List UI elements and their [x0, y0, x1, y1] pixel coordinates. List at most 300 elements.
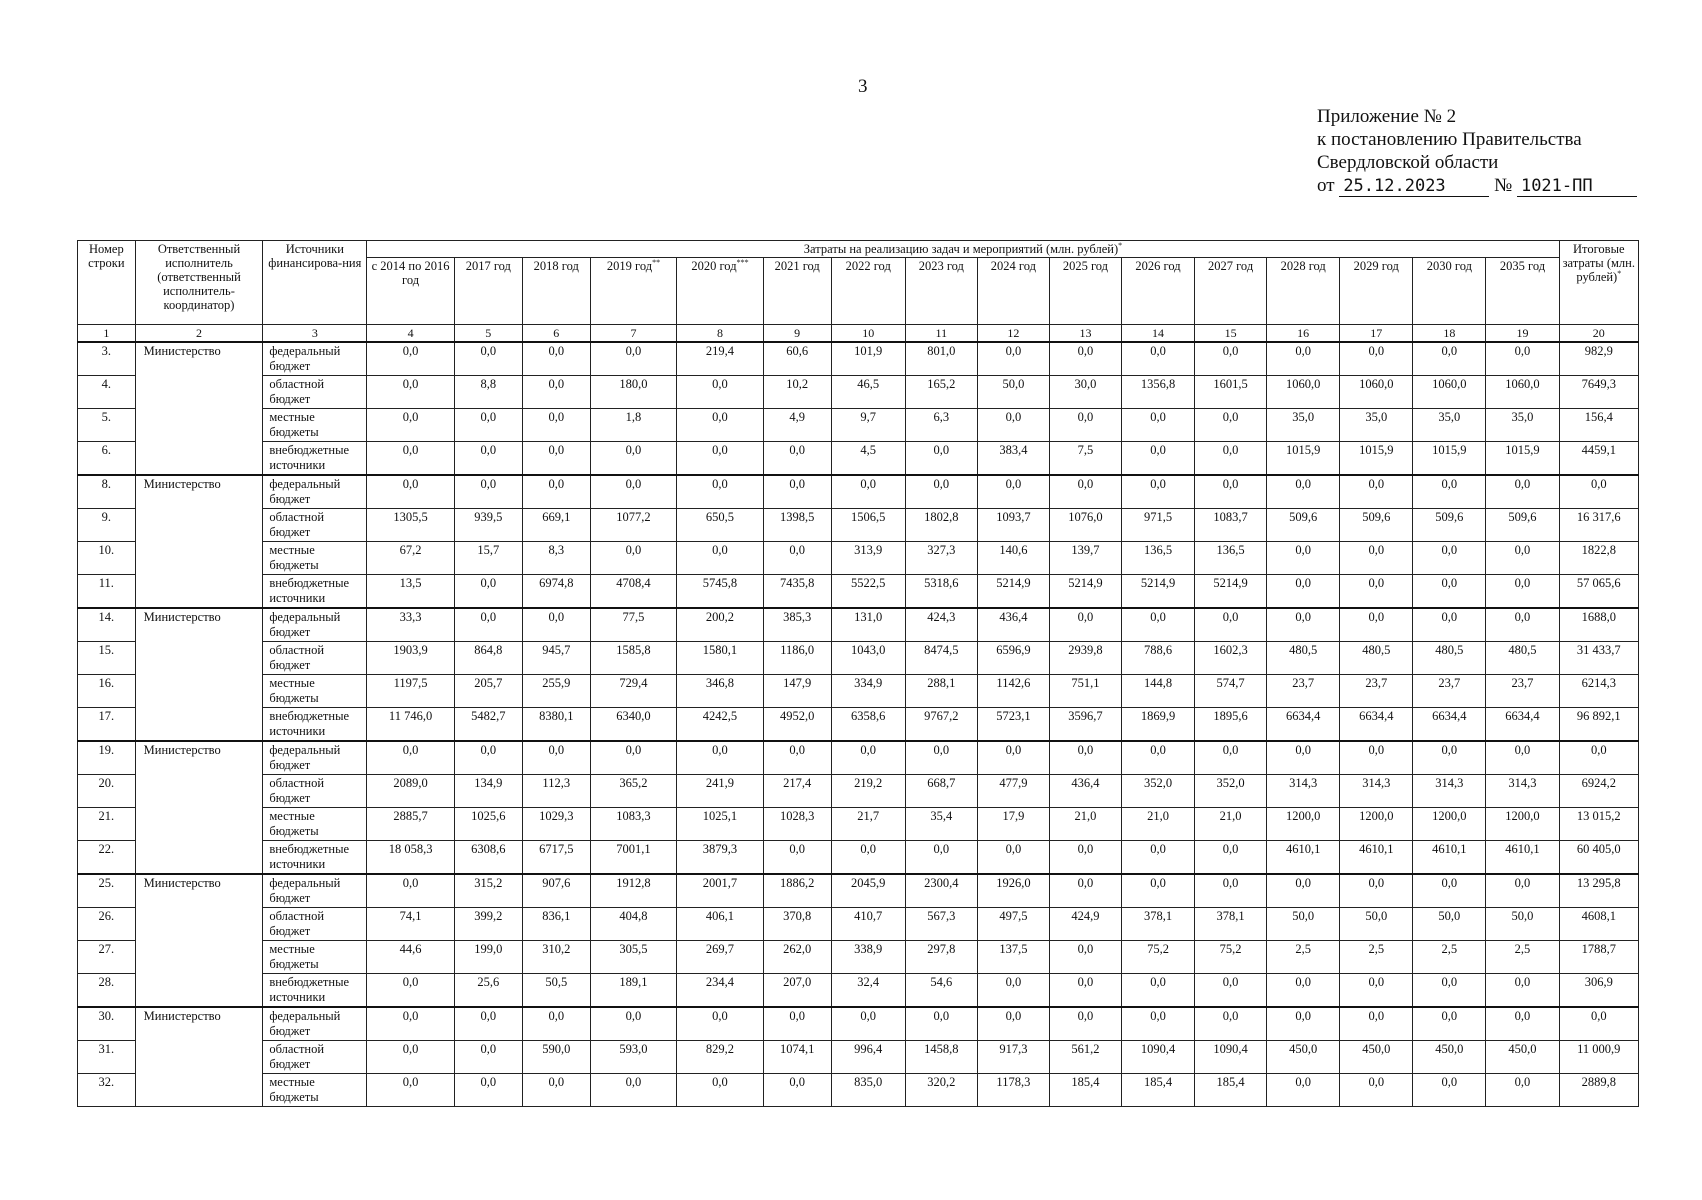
header-year: 2027 год	[1195, 258, 1267, 325]
value-cell: 5214,9	[1195, 575, 1267, 609]
value-cell: 314,3	[1486, 775, 1559, 808]
value-cell: 801,0	[905, 342, 977, 376]
value-cell: 0,0	[1049, 608, 1121, 642]
value-cell: 23,7	[1267, 675, 1340, 708]
table-row	[78, 542, 1639, 575]
value-cell: 0,0	[977, 475, 1049, 509]
value-cell: 509,6	[1486, 509, 1559, 542]
table-row	[78, 1041, 1639, 1074]
value-cell: 406,1	[677, 908, 763, 941]
row-number: 10.	[78, 542, 136, 575]
value-cell: 3596,7	[1049, 708, 1121, 742]
value-cell: 836,1	[522, 908, 590, 941]
funding-source: местные бюджеты	[263, 808, 367, 841]
value-cell: 1200,0	[1486, 808, 1559, 841]
value-cell: 0,0	[590, 442, 676, 476]
funding-source: федеральный бюджет	[263, 608, 367, 642]
header-year: 2020 год***	[677, 258, 763, 325]
value-cell: 23,7	[1486, 675, 1559, 708]
value-cell: 0,0	[1049, 941, 1121, 974]
value-cell: 4610,1	[1413, 841, 1486, 875]
value-cell: 424,9	[1049, 908, 1121, 941]
value-cell: 112,3	[522, 775, 590, 808]
column-number: 14	[1121, 325, 1194, 343]
row-number: 8.	[78, 475, 136, 509]
value-cell: 6634,4	[1413, 708, 1486, 742]
value-cell: 0,0	[905, 1007, 977, 1041]
value-cell: 1015,9	[1340, 442, 1413, 476]
value-cell: 365,2	[590, 775, 676, 808]
value-cell: 54,6	[905, 974, 977, 1008]
value-cell: 352,0	[1121, 775, 1194, 808]
value-cell: 0,0	[1049, 342, 1121, 376]
row-number: 17.	[78, 708, 136, 742]
value-cell: 5723,1	[977, 708, 1049, 742]
value-cell: 5214,9	[1121, 575, 1194, 609]
header-sources: Источники финансирова-ния	[263, 241, 367, 325]
value-cell: 410,7	[831, 908, 905, 941]
value-cell: 0,0	[1267, 1074, 1340, 1107]
value-cell: 1074,1	[763, 1041, 831, 1074]
row-number: 31.	[78, 1041, 136, 1074]
total-cell: 4459,1	[1559, 442, 1638, 476]
value-cell: 0,0	[1195, 342, 1267, 376]
value-cell: 310,2	[522, 941, 590, 974]
table-row	[78, 475, 1639, 509]
value-cell: 0,0	[367, 1007, 455, 1041]
value-cell: 262,0	[763, 941, 831, 974]
value-cell: 0,0	[454, 575, 522, 609]
value-cell: 0,0	[1413, 475, 1486, 509]
value-cell: 50,0	[977, 376, 1049, 409]
value-cell: 6308,6	[454, 841, 522, 875]
value-cell: 0,0	[831, 1007, 905, 1041]
column-number: 3	[263, 325, 367, 343]
value-cell: 385,3	[763, 608, 831, 642]
value-cell: 0,0	[1195, 608, 1267, 642]
value-cell: 6717,5	[522, 841, 590, 875]
value-cell: 346,8	[677, 675, 763, 708]
value-cell: 50,0	[1486, 908, 1559, 941]
value-cell: 1601,5	[1195, 376, 1267, 409]
value-cell: 0,0	[763, 1007, 831, 1041]
value-cell: 35,0	[1486, 409, 1559, 442]
value-cell: 0,0	[1340, 741, 1413, 775]
header-year: 2030 год	[1413, 258, 1486, 325]
value-cell: 35,0	[1413, 409, 1486, 442]
value-cell: 33,3	[367, 608, 455, 642]
value-cell: 907,6	[522, 874, 590, 908]
value-cell: 0,0	[1340, 342, 1413, 376]
value-cell: 1895,6	[1195, 708, 1267, 742]
value-cell: 751,1	[1049, 675, 1121, 708]
funding-source: внебюджетные источники	[263, 708, 367, 742]
value-cell: 0,0	[677, 442, 763, 476]
costs-table	[77, 240, 1639, 1107]
value-cell: 0,0	[367, 1041, 455, 1074]
funding-source: внебюджетные источники	[263, 974, 367, 1008]
total-cell: 16 317,6	[1559, 509, 1638, 542]
value-cell: 1076,0	[1049, 509, 1121, 542]
total-cell: 1822,8	[1559, 542, 1638, 575]
total-cell: 6214,3	[1559, 675, 1638, 708]
funding-source: федеральный бюджет	[263, 342, 367, 376]
column-number: 19	[1486, 325, 1559, 343]
value-cell: 1,8	[590, 409, 676, 442]
total-cell: 13 295,8	[1559, 874, 1638, 908]
value-cell: 139,7	[1049, 542, 1121, 575]
total-cell: 306,9	[1559, 974, 1638, 1008]
row-number: 22.	[78, 841, 136, 875]
header-costs-title: Затраты на реализацию задач и мероприятий (млн. рублей)*	[367, 241, 1559, 258]
value-cell: 6358,6	[831, 708, 905, 742]
value-cell: 0,0	[1121, 1007, 1194, 1041]
value-cell: 6,3	[905, 409, 977, 442]
column-number: 4	[367, 325, 455, 343]
value-cell: 0,0	[831, 475, 905, 509]
value-cell: 0,0	[1049, 974, 1121, 1008]
value-cell: 219,2	[831, 775, 905, 808]
value-cell: 30,0	[1049, 376, 1121, 409]
funding-source: местные бюджеты	[263, 941, 367, 974]
value-cell: 971,5	[1121, 509, 1194, 542]
value-cell: 436,4	[1049, 775, 1121, 808]
value-cell: 241,9	[677, 775, 763, 808]
value-cell: 378,1	[1195, 908, 1267, 941]
value-cell: 0,0	[1195, 741, 1267, 775]
value-cell: 0,0	[1340, 974, 1413, 1008]
value-cell: 5745,8	[677, 575, 763, 609]
value-cell: 0,0	[367, 974, 455, 1008]
row-number: 21.	[78, 808, 136, 841]
value-cell: 0,0	[1486, 974, 1559, 1008]
value-cell: 0,0	[677, 542, 763, 575]
value-cell: 0,0	[1486, 1074, 1559, 1107]
column-number: 1	[78, 325, 136, 343]
value-cell: 0,0	[454, 1007, 522, 1041]
value-cell: 404,8	[590, 908, 676, 941]
row-number: 4.	[78, 376, 136, 409]
total-cell: 4608,1	[1559, 908, 1638, 941]
value-cell: 1015,9	[1413, 442, 1486, 476]
value-cell: 0,0	[763, 442, 831, 476]
value-cell: 0,0	[1486, 575, 1559, 609]
column-number: 13	[1049, 325, 1121, 343]
number-label: №	[1494, 175, 1513, 196]
row-number: 15.	[78, 642, 136, 675]
value-cell: 1580,1	[677, 642, 763, 675]
column-number: 2	[135, 325, 263, 343]
total-cell: 13 015,2	[1559, 808, 1638, 841]
value-cell: 334,9	[831, 675, 905, 708]
row-number: 14.	[78, 608, 136, 642]
funding-source: внебюджетные источники	[263, 442, 367, 476]
value-cell: 0,0	[590, 741, 676, 775]
value-cell: 4,9	[763, 409, 831, 442]
value-cell: 1029,3	[522, 808, 590, 841]
value-cell: 314,3	[1413, 775, 1486, 808]
value-cell: 1356,8	[1121, 376, 1194, 409]
value-cell: 0,0	[1340, 608, 1413, 642]
value-cell: 134,9	[454, 775, 522, 808]
value-cell: 4708,4	[590, 575, 676, 609]
value-cell: 199,0	[454, 941, 522, 974]
table-row	[78, 841, 1639, 875]
value-cell: 0,0	[1049, 409, 1121, 442]
header-year: 2021 год	[763, 258, 831, 325]
funding-source: областной бюджет	[263, 376, 367, 409]
value-cell: 0,0	[1195, 475, 1267, 509]
value-cell: 0,0	[1049, 841, 1121, 875]
header-year: 2029 год	[1340, 258, 1413, 325]
value-cell: 185,4	[1121, 1074, 1194, 1107]
value-cell: 1015,9	[1267, 442, 1340, 476]
resolution-date: 25.12.2023	[1339, 176, 1489, 197]
row-number: 32.	[78, 1074, 136, 1107]
value-cell: 50,0	[1413, 908, 1486, 941]
header-year: 2023 год	[905, 258, 977, 325]
value-cell: 480,5	[1413, 642, 1486, 675]
value-cell: 0,0	[1486, 542, 1559, 575]
value-cell: 5214,9	[1049, 575, 1121, 609]
value-cell: 0,0	[1413, 342, 1486, 376]
value-cell: 0,0	[1195, 974, 1267, 1008]
column-number: 17	[1340, 325, 1413, 343]
row-number: 28.	[78, 974, 136, 1008]
value-cell: 314,3	[1267, 775, 1340, 808]
value-cell: 509,6	[1340, 509, 1413, 542]
total-cell: 57 065,6	[1559, 575, 1638, 609]
table-row	[78, 608, 1639, 642]
value-cell: 0,0	[367, 442, 455, 476]
column-number: 9	[763, 325, 831, 343]
value-cell: 0,0	[454, 475, 522, 509]
executor-cell: Министерство	[135, 874, 263, 1007]
value-cell: 917,3	[977, 1041, 1049, 1074]
value-cell: 0,0	[590, 475, 676, 509]
header-executor: Ответственный исполнитель (ответственный исполнитель-координатор)	[135, 241, 263, 325]
value-cell: 338,9	[831, 941, 905, 974]
value-cell: 46,5	[831, 376, 905, 409]
table-row	[78, 642, 1639, 675]
total-cell: 11 000,9	[1559, 1041, 1638, 1074]
value-cell: 0,0	[454, 409, 522, 442]
value-cell: 32,4	[831, 974, 905, 1008]
table-row	[78, 675, 1639, 708]
value-cell: 0,0	[1486, 342, 1559, 376]
funding-source: внебюджетные источники	[263, 575, 367, 609]
value-cell: 0,0	[1121, 608, 1194, 642]
row-number: 19.	[78, 741, 136, 775]
value-cell: 305,5	[590, 941, 676, 974]
funding-source: местные бюджеты	[263, 542, 367, 575]
value-cell: 4610,1	[1340, 841, 1413, 875]
value-cell: 0,0	[1340, 542, 1413, 575]
table-row	[78, 808, 1639, 841]
row-number: 27.	[78, 941, 136, 974]
value-cell: 0,0	[1267, 475, 1340, 509]
value-cell: 1060,0	[1340, 376, 1413, 409]
header-year: 2019 год**	[590, 258, 676, 325]
value-cell: 0,0	[1486, 608, 1559, 642]
value-cell: 0,0	[1121, 342, 1194, 376]
value-cell: 23,7	[1340, 675, 1413, 708]
value-cell: 0,0	[977, 409, 1049, 442]
row-number: 20.	[78, 775, 136, 808]
value-cell: 0,0	[763, 741, 831, 775]
value-cell: 0,0	[1267, 542, 1340, 575]
value-cell: 200,2	[677, 608, 763, 642]
value-cell: 0,0	[1049, 741, 1121, 775]
column-number: 11	[905, 325, 977, 343]
value-cell: 185,4	[1049, 1074, 1121, 1107]
value-cell: 0,0	[454, 608, 522, 642]
value-cell: 1077,2	[590, 509, 676, 542]
table-row	[78, 342, 1639, 376]
value-cell: 0,0	[763, 1074, 831, 1107]
value-cell: 0,0	[677, 741, 763, 775]
column-number: 18	[1413, 325, 1486, 343]
value-cell: 50,5	[522, 974, 590, 1008]
value-cell: 67,2	[367, 542, 455, 575]
value-cell: 509,6	[1267, 509, 1340, 542]
value-cell: 21,0	[1049, 808, 1121, 841]
value-cell: 0,0	[454, 1074, 522, 1107]
funding-source: местные бюджеты	[263, 675, 367, 708]
value-cell: 0,0	[905, 741, 977, 775]
table-row	[78, 974, 1639, 1008]
value-cell: 144,8	[1121, 675, 1194, 708]
value-cell: 450,0	[1267, 1041, 1340, 1074]
value-cell: 269,7	[677, 941, 763, 974]
value-cell: 1025,6	[454, 808, 522, 841]
value-cell: 0,0	[1486, 741, 1559, 775]
value-cell: 131,0	[831, 608, 905, 642]
value-cell: 1912,8	[590, 874, 676, 908]
value-cell: 1083,7	[1195, 509, 1267, 542]
value-cell: 0,0	[1195, 841, 1267, 875]
value-cell: 1506,5	[831, 509, 905, 542]
row-number: 11.	[78, 575, 136, 609]
value-cell: 0,0	[522, 475, 590, 509]
value-cell: 788,6	[1121, 642, 1194, 675]
value-cell: 1060,0	[1267, 376, 1340, 409]
value-cell: 0,0	[1267, 342, 1340, 376]
value-cell: 480,5	[1340, 642, 1413, 675]
value-cell: 590,0	[522, 1041, 590, 1074]
value-cell: 0,0	[1486, 874, 1559, 908]
value-cell: 0,0	[977, 974, 1049, 1008]
value-cell: 1060,0	[1486, 376, 1559, 409]
row-number: 30.	[78, 1007, 136, 1041]
value-cell: 185,4	[1195, 1074, 1267, 1107]
value-cell: 8380,1	[522, 708, 590, 742]
total-cell: 156,4	[1559, 409, 1638, 442]
value-cell: 6340,0	[590, 708, 676, 742]
value-cell: 6634,4	[1340, 708, 1413, 742]
row-number: 16.	[78, 675, 136, 708]
value-cell: 21,7	[831, 808, 905, 841]
value-cell: 1602,3	[1195, 642, 1267, 675]
value-cell: 0,0	[1121, 874, 1194, 908]
value-cell: 0,0	[367, 376, 455, 409]
value-cell: 140,6	[977, 542, 1049, 575]
value-cell: 1926,0	[977, 874, 1049, 908]
value-cell: 829,2	[677, 1041, 763, 1074]
row-number: 25.	[78, 874, 136, 908]
total-cell: 1788,7	[1559, 941, 1638, 974]
value-cell: 477,9	[977, 775, 1049, 808]
resolution-number: 1021-ПП	[1517, 176, 1637, 197]
header-year: 2026 год	[1121, 258, 1194, 325]
header-year: с 2014 по 2016 год	[367, 258, 455, 325]
value-cell: 945,7	[522, 642, 590, 675]
appendix-date-line	[1317, 174, 1637, 197]
value-cell: 0,0	[1267, 741, 1340, 775]
table-row	[78, 509, 1639, 542]
value-cell: 25,6	[454, 974, 522, 1008]
value-cell: 50,0	[1340, 908, 1413, 941]
value-cell: 0,0	[677, 1007, 763, 1041]
column-number: 6	[522, 325, 590, 343]
value-cell: 2,5	[1267, 941, 1340, 974]
funding-source: федеральный бюджет	[263, 1007, 367, 1041]
funding-source: областной бюджет	[263, 1041, 367, 1074]
column-number: 15	[1195, 325, 1267, 343]
value-cell: 0,0	[1340, 575, 1413, 609]
value-cell: 668,7	[905, 775, 977, 808]
executor-cell: Министерство	[135, 475, 263, 608]
header-year: 2018 год	[522, 258, 590, 325]
table-row	[78, 741, 1639, 775]
value-cell: 60,6	[763, 342, 831, 376]
value-cell: 136,5	[1121, 542, 1194, 575]
value-cell: 11 746,0	[367, 708, 455, 742]
value-cell: 0,0	[763, 542, 831, 575]
value-cell: 7,5	[1049, 442, 1121, 476]
value-cell: 0,0	[367, 741, 455, 775]
value-cell: 136,5	[1195, 542, 1267, 575]
total-cell: 0,0	[1559, 475, 1638, 509]
total-cell: 31 433,7	[1559, 642, 1638, 675]
value-cell: 1090,4	[1121, 1041, 1194, 1074]
value-cell: 0,0	[522, 608, 590, 642]
value-cell: 1025,1	[677, 808, 763, 841]
value-cell: 297,8	[905, 941, 977, 974]
value-cell: 864,8	[454, 642, 522, 675]
column-number: 8	[677, 325, 763, 343]
value-cell: 315,2	[454, 874, 522, 908]
value-cell: 1585,8	[590, 642, 676, 675]
table-row	[78, 1007, 1639, 1041]
value-cell: 234,4	[677, 974, 763, 1008]
value-cell: 593,0	[590, 1041, 676, 1074]
value-cell: 1886,2	[763, 874, 831, 908]
value-cell: 189,1	[590, 974, 676, 1008]
value-cell: 6596,9	[977, 642, 1049, 675]
value-cell: 21,0	[1195, 808, 1267, 841]
value-cell: 6634,4	[1486, 708, 1559, 742]
column-number: 7	[590, 325, 676, 343]
value-cell: 0,0	[1121, 841, 1194, 875]
value-cell: 205,7	[454, 675, 522, 708]
value-cell: 8,8	[454, 376, 522, 409]
value-cell: 0,0	[905, 841, 977, 875]
header-year: 2028 год	[1267, 258, 1340, 325]
value-cell: 35,4	[905, 808, 977, 841]
table-row	[78, 575, 1639, 609]
value-cell: 0,0	[977, 841, 1049, 875]
